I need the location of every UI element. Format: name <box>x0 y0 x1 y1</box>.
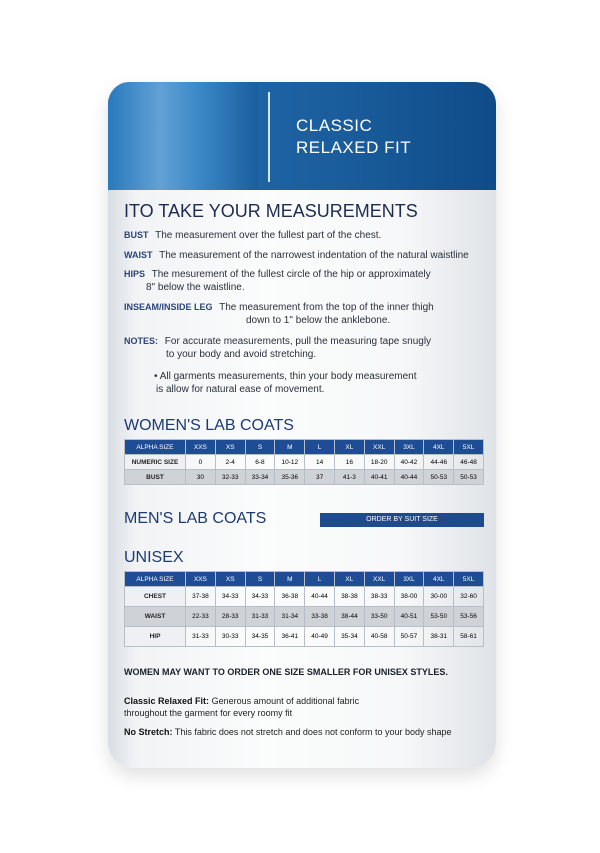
table-cell: 50-53 <box>424 470 454 485</box>
lab-coat-photo <box>108 82 258 190</box>
table-header-cell: XS <box>215 572 245 587</box>
table-header-row <box>125 440 484 455</box>
measure-label: WAIST <box>124 250 153 260</box>
fit-text-2: throughout the garment for every roomy fit <box>124 708 293 718</box>
table-cell: CHEST <box>125 587 186 607</box>
table-header-cell: M <box>275 572 305 587</box>
sizing-warning: WOMEN MAY WANT TO ORDER ONE SIZE SMALLER FOR UNISEX STYLES. <box>124 667 448 677</box>
table-header-cell: L <box>305 572 335 587</box>
table-header-cell: XXL <box>364 440 394 455</box>
table-cell: 50-57 <box>394 627 424 647</box>
measure-row-notes <box>124 335 431 361</box>
band-title-line1: CLASSIC <box>296 116 373 135</box>
label-top-band <box>108 82 496 190</box>
measure-text: The mesurement of the fullest circle of the hip or approximately <box>151 269 431 280</box>
table-cell: 33-38 <box>305 607 335 627</box>
women-size-table <box>124 439 484 485</box>
fit-label: Classic Relaxed Fit: <box>124 696 210 706</box>
table-header-cell: 5XL <box>454 440 484 455</box>
divider-line <box>268 92 270 182</box>
table-cell: 46-48 <box>454 455 484 470</box>
table-cell: 38-00 <box>394 587 424 607</box>
table-cell: 58-61 <box>454 627 484 647</box>
table-header-cell: 4XL <box>424 572 454 587</box>
table-header-cell: XXS <box>186 440 216 455</box>
table-cell: 31-33 <box>245 607 275 627</box>
table-header-cell: XL <box>334 572 364 587</box>
table-cell: 6-8 <box>245 455 275 470</box>
table-cell: HIP <box>125 627 186 647</box>
table-cell: 50-53 <box>454 470 484 485</box>
table-cell: 35-34 <box>334 627 364 647</box>
table-cell: 40-41 <box>364 470 394 485</box>
table-header-cell: 4XL <box>424 440 454 455</box>
table-cell: 40-51 <box>394 607 424 627</box>
table-cell: 37 <box>305 470 335 485</box>
table-cell: 34-33 <box>245 587 275 607</box>
measure-label: INSEAM/INSIDE LEG <box>124 302 213 312</box>
table-cell: 40-58 <box>364 627 394 647</box>
table-cell: 41-3 <box>334 470 364 485</box>
measure-row-hips <box>124 268 431 294</box>
measure-text: The measurement of the narrowest indentation of the natural waistline <box>159 250 469 261</box>
measure-label: NOTES: <box>124 336 159 346</box>
measure-heading: ITO TAKE YOUR MEASUREMENTS <box>124 201 418 221</box>
table-header-cell: ALPHA SIZE <box>125 572 186 587</box>
table-cell: 14 <box>305 455 335 470</box>
table-cell: 33-34 <box>245 470 275 485</box>
order-by-suit-badge: ORDER BY SUIT SIZE <box>320 513 484 527</box>
table-cell: 53-56 <box>454 607 484 627</box>
table-cell: 31-34 <box>275 607 305 627</box>
table-cell: 37-38 <box>186 587 216 607</box>
table-cell: 40-49 <box>305 627 335 647</box>
table-cell: 32-60 <box>454 587 484 607</box>
unisex-section-title: UNISEX <box>124 549 184 566</box>
table-cell: 38-44 <box>334 607 364 627</box>
table-header-cell: XL <box>334 440 364 455</box>
table-header-cell: 5XL <box>454 572 484 587</box>
table-cell: 44-46 <box>424 455 454 470</box>
table-header-cell: L <box>305 440 335 455</box>
table-header-cell: 3XL <box>394 440 424 455</box>
women-section-title: WOMEN'S LAB COATS <box>124 417 294 434</box>
table-row <box>125 455 484 470</box>
measure-label: BUST <box>124 230 149 240</box>
table-row <box>125 587 484 607</box>
band-title <box>296 115 411 159</box>
table-cell: 34-35 <box>245 627 275 647</box>
table-cell: 36-41 <box>275 627 305 647</box>
table-header-cell: ALPHA SIZE <box>125 440 186 455</box>
table-cell: 18-20 <box>364 455 394 470</box>
table-cell: 38-31 <box>424 627 454 647</box>
garment-note-line1: • All garments measurements, thin your body measurement <box>154 371 417 382</box>
table-cell: 33-50 <box>364 607 394 627</box>
table-cell: 30-33 <box>215 627 245 647</box>
table-header-cell: 3XL <box>394 572 424 587</box>
table-row <box>125 627 484 647</box>
table-cell: 10-12 <box>275 455 305 470</box>
table-cell: 38-38 <box>334 587 364 607</box>
table-header-cell: XXL <box>364 572 394 587</box>
measure-text: For accurate measurements, pull the measuring tape snugly <box>164 336 432 347</box>
garment-note <box>154 370 417 396</box>
table-cell: 32-33 <box>215 470 245 485</box>
fit-text: Generous amount of additional fabric <box>211 696 360 706</box>
product-container <box>108 82 496 768</box>
measure-text-2: down to 1" below the anklebone. <box>246 315 391 326</box>
table-header-cell: S <box>245 572 275 587</box>
fit-description <box>124 695 359 719</box>
garment-note-line2: is allow for natural ease of movement. <box>156 384 325 395</box>
table-cell: 35-36 <box>275 470 305 485</box>
table-cell: 40-42 <box>394 455 424 470</box>
measure-label: HIPS <box>124 269 146 279</box>
table-row <box>125 607 484 627</box>
measure-row-inseam <box>124 301 434 327</box>
table-header-cell: M <box>275 440 305 455</box>
table-cell: 16 <box>334 455 364 470</box>
table-header-cell: XS <box>215 440 245 455</box>
table-cell: 30 <box>186 470 216 485</box>
band-title-line2: RELAXED FIT <box>296 138 412 157</box>
unisex-size-table <box>124 571 484 647</box>
measure-text: The measurement over the fullest part of the chest. <box>155 230 382 241</box>
table-cell: NUMERIC SIZE <box>125 455 186 470</box>
table-cell: WAIST <box>125 607 186 627</box>
stretch-text: This fabric does not stretch and does not conform to your body shape <box>174 727 452 737</box>
table-cell: 22-33 <box>186 607 216 627</box>
table-cell: 36-38 <box>275 587 305 607</box>
table-cell: 2-4 <box>215 455 245 470</box>
stretch-description <box>124 726 452 738</box>
table-cell: 34-33 <box>215 587 245 607</box>
men-section-title: MEN'S LAB COATS <box>124 510 267 527</box>
table-cell: BUST <box>125 470 186 485</box>
table-cell: 28-33 <box>215 607 245 627</box>
measure-row-waist <box>124 249 469 262</box>
table-cell: 40-44 <box>305 587 335 607</box>
table-cell: 30-00 <box>424 587 454 607</box>
table-cell: 0 <box>186 455 216 470</box>
table-cell: 31-33 <box>186 627 216 647</box>
table-header-cell: S <box>245 440 275 455</box>
table-header-cell: XXS <box>186 572 216 587</box>
measure-text-2: 8" below the waistline. <box>146 282 245 293</box>
table-cell: 40-44 <box>394 470 424 485</box>
table-cell: 53-50 <box>424 607 454 627</box>
table-header-row <box>125 572 484 587</box>
measure-row-bust <box>124 229 381 242</box>
measure-text-2: to your body and avoid stretching. <box>166 349 317 360</box>
table-row <box>125 470 484 485</box>
measure-text: The measurement from the top of the inner thigh <box>219 302 434 313</box>
stretch-label: No Stretch: <box>124 727 173 737</box>
table-cell: 38-33 <box>364 587 394 607</box>
